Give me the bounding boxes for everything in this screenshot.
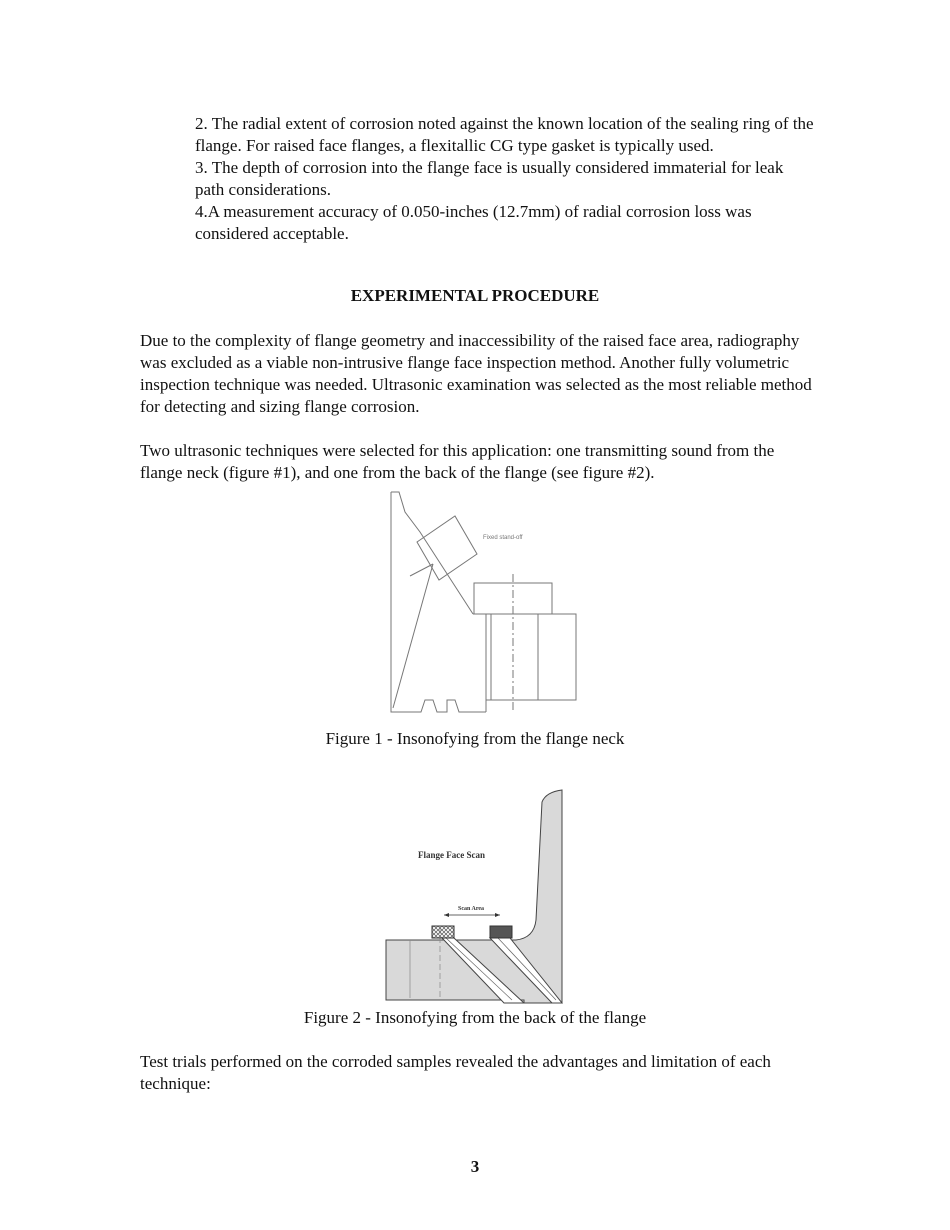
figure-2-caption: Figure 2 - Insonofying from the back of the flange — [303, 1008, 647, 1027]
page-number: 3 — [470, 1157, 480, 1176]
section-heading: EXPERIMENTAL PROCEDURE — [350, 286, 600, 305]
figure-1-caption: Figure 1 - Insonofying from the flange neck — [325, 729, 625, 748]
transducer-hatched — [432, 926, 454, 938]
flange-neck-outline — [391, 492, 473, 614]
bolt-body — [486, 614, 576, 700]
fixed-standoff-label: Fixed stand-off — [483, 535, 523, 541]
list-item-4: 4.A measurement accuracy of 0.050-inches (12.7mm) of radial corrosion loss was considered acceptable. — [195, 202, 752, 243]
flange-face-scan-title: Flange Face Scan — [418, 850, 485, 860]
paragraph-procedure: Due to the complexity of flange geometry and inaccessibility of the raised face area, radiography was excluded as a viable non-intrusive flange face inspection method. Another fully volumetric inspection technique was needed. Ultrasonic examination was selected as the most reliable method for detecting and sizing flange corrosion. — [140, 331, 812, 416]
transducer-box — [417, 516, 477, 580]
list-item-3: 3. The depth of corrosion into the flange face is usually considered immaterial for leak path considerations. — [195, 158, 784, 199]
scan-area-label: Scan Area — [458, 906, 485, 912]
list-item-2: 2. The radial extent of corrosion noted against the known location of the sealing ring of the flange. For raised face flanges, a flexitallic CG type gasket is typically used. — [195, 114, 814, 155]
paragraph-techniques: Two ultrasonic techniques were selected for this application: one transmitting sound from the flange neck (figure #1), and one from the back of the flange (see figure #2). — [140, 441, 775, 482]
transducer-solid — [490, 926, 512, 938]
figure-2-diagram — [384, 788, 568, 1008]
paragraph-trials: Test trials performed on the corroded samples revealed the advantages and limitation of each technique: — [140, 1052, 771, 1093]
figure-1-diagram — [385, 490, 585, 718]
criteria-list — [195, 113, 815, 245]
